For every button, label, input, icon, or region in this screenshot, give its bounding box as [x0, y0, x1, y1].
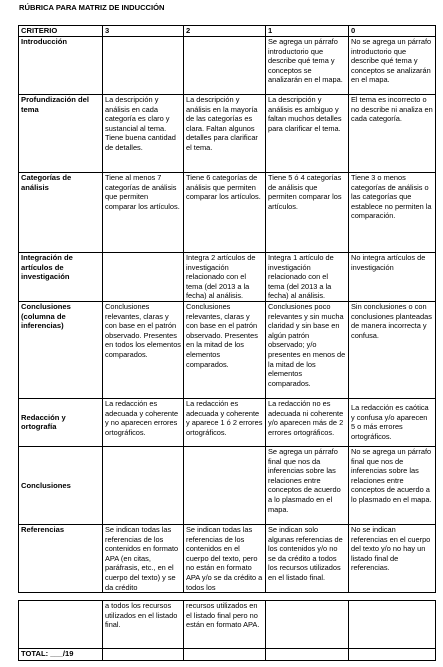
score-1-cell: Se agrega un párrafo final que nos da inferencias sobre las relaciones entre conceptos de acuerdo a lo plasmado en el mapa.	[266, 446, 349, 524]
continuation-score-3-cell: a todos los recursos utilizados en el listado final.	[103, 601, 184, 649]
score-2-cell: Conclusiones relevantes, claras y con base en el patrón observado. Presentes en la mitad de los elementos comparados.	[184, 301, 266, 398]
header-score-2: 2	[184, 26, 266, 37]
score-0-cell: No se agrega un párrafo final que nos de inferencias sobre las relaciones entre conceptos de acuerdo a lo plasmado en el mapa.	[349, 446, 436, 524]
score-1-cell: Conclusiones poco relevantes y sin mucha claridad y sin base en algún patrón observado; y/o presentes en menos de la mitad de los elementos comparados.	[266, 301, 349, 398]
score-1-cell: Integra 1 artículo de investigación relacionado con el tema (del 2013 a la fecha) al análisis.	[266, 253, 349, 302]
score-2-cell: Se indican todas las referencias de los contenidos en el cuerpo del texto, pero no están en formato APA y/o se da crédito a todos los	[184, 524, 266, 592]
header-row	[19, 26, 436, 37]
criterion-label: Integración de artículos de investigación	[19, 253, 103, 302]
score-2-cell: La redacción es adecuada y coherente y aparece 1 ó 2 errores ortográficos.	[184, 398, 266, 446]
criterion-label: Introducción	[19, 37, 103, 95]
score-0-cell: Tiene 3 o menos categorías de análisis o las categorías que establece no permiten la comparación.	[349, 173, 436, 253]
criterion-label: Redacción y ortografía	[19, 398, 103, 446]
total-empty-cell	[266, 649, 349, 661]
criterion-label: Referencias	[19, 524, 103, 592]
score-1-cell: Se indican solo algunas referencias de los contenidos y/o no se da crédito a todos los recursos utilizados en el listado final.	[266, 524, 349, 592]
criterion-label: Profundización del tema	[19, 95, 103, 173]
header-score-0: 0	[349, 26, 436, 37]
score-3-cell	[103, 37, 184, 95]
score-3-cell	[103, 446, 184, 524]
score-0-cell: No se indican referencias en el cuerpo del texto y/o no hay un listado final de referencias.	[349, 524, 436, 592]
total-empty-cell	[184, 649, 266, 661]
score-0-cell: El tema es incorrecto o no describe ni analiza en cada categoría.	[349, 95, 436, 173]
continuation-row	[19, 601, 436, 649]
score-3-cell: La redacción es adecuada y coherente y no aparecen errores ortográficos.	[103, 398, 184, 446]
score-1-cell: Se agrega un párrafo introductorio que describe qué tema y conceptos se analizarán en el mapa.	[266, 37, 349, 95]
score-2-cell: La descripción y análisis en la mayoría de las categorías es clara. Faltan algunos detalles para clarificar el tema.	[184, 95, 266, 173]
score-1-cell: La redacción no es adecuada ni coherente y/o aparecen más de 2 errores ortográficos.	[266, 398, 349, 446]
criterion-label: Categorías de análisis	[19, 173, 103, 253]
row-profundizacion	[19, 95, 436, 173]
row-introduccion	[19, 37, 436, 95]
continuation-criterion-cell	[19, 601, 103, 649]
criterion-label: Conclusiones (columna de inferencias)	[19, 301, 103, 398]
score-2-cell: Tiene 6 categorías de análisis que permiten comparar los artículos.	[184, 173, 266, 253]
rubric-table	[18, 25, 436, 593]
total-label: TOTAL: ___/19	[19, 649, 103, 661]
row-integracion	[19, 253, 436, 302]
score-3-cell: Conclusiones relevantes, claras y con base en el patrón observado. Presentes en todos los elementos comparados.	[103, 301, 184, 398]
score-1-cell: Tiene 5 ó 4 categorías de análisis que permiten comparar los artículos.	[266, 173, 349, 253]
score-2-cell: Integra 2 artículos de investigación relacionado con el tema (del 2013 a la fecha) al análisis.	[184, 253, 266, 302]
header-criterio: CRITERIO	[19, 26, 103, 37]
criterion-label: Conclusiones	[19, 446, 103, 524]
row-redaccion	[19, 398, 436, 446]
row-categorias	[19, 173, 436, 253]
row-conclusiones	[19, 446, 436, 524]
document-title: RÚBRICA PARA MATRIZ DE INDUCCIÓN	[19, 3, 165, 12]
score-3-cell: Tiene al menos 7 categorías de análisis que permiten comparar los artículos.	[103, 173, 184, 253]
total-empty-cell	[349, 649, 436, 661]
header-score-3: 3	[103, 26, 184, 37]
continuation-score-2-cell: recursos utilizados en el listado final pero no están en formato APA.	[184, 601, 266, 649]
total-empty-cell	[103, 649, 184, 661]
score-0-cell: La redacción es caótica y confusa y/o aparecen 5 o más errores ortográficos.	[349, 398, 436, 446]
score-2-cell	[184, 446, 266, 524]
score-0-cell: Sin conclusiones o con conclusiones planteadas de manera incorrecta y confusa.	[349, 301, 436, 398]
score-0-cell: No se agrega un párrafo introductorio que describe qué tema y conceptos se analizarán en el mapa.	[349, 37, 436, 95]
score-1-cell: La descripción y análisis es ambiguo y faltan muchos detalles para clarificar el tema.	[266, 95, 349, 173]
row-conclusiones-inferencias	[19, 301, 436, 398]
score-3-cell	[103, 253, 184, 302]
header-score-1: 1	[266, 26, 349, 37]
score-2-cell	[184, 37, 266, 95]
total-row	[19, 649, 436, 661]
score-3-cell: Se indican todas las referencias de los contenidos en formato APA (en citas, paráfrasis, etc., en el cuerpo del texto) y se da crédito	[103, 524, 184, 592]
continuation-score-0-cell	[349, 601, 436, 649]
row-referencias	[19, 524, 436, 592]
score-3-cell: La descripción y análisis en cada categoría es claro y sustancial al tema. Tiene buena cantidad de detalles.	[103, 95, 184, 173]
continuation-table	[18, 600, 436, 661]
score-0-cell: No integra artículos de investigación	[349, 253, 436, 302]
continuation-score-1-cell	[266, 601, 349, 649]
